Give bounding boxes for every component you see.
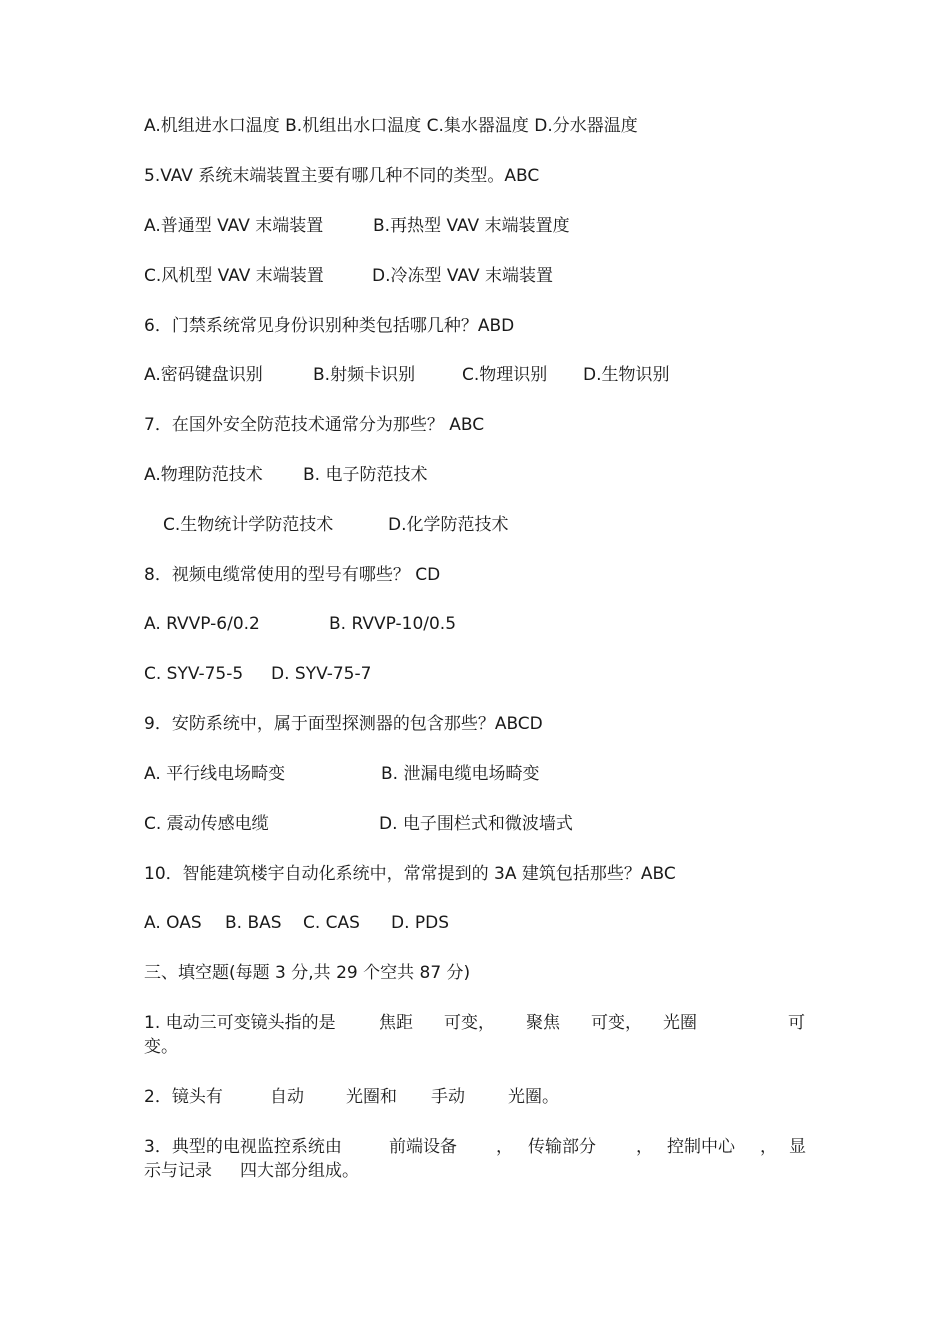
text-segment: 聚焦 bbox=[526, 1013, 560, 1033]
text-segment: 光圈和 bbox=[346, 1087, 397, 1107]
text-segment: C. CAS bbox=[303, 913, 360, 933]
text-segment: 显 bbox=[789, 1137, 806, 1157]
text-segment: 9．安防系统中，属于面型探测器的包含那些？ABCD bbox=[144, 714, 543, 734]
text-segment: C.物理识别 bbox=[462, 365, 548, 385]
text-segment: ， bbox=[496, 1137, 513, 1157]
text-segment: 10．智能建筑楼宇自动化系统中，常常提到的 3A 建筑包括那些？ABC bbox=[144, 864, 676, 884]
text-segment: D. PDS bbox=[391, 913, 450, 933]
text-segment: 光圈 bbox=[663, 1013, 697, 1033]
text-segment: 8．视频电缆常使用的型号有哪些？ CD bbox=[144, 565, 441, 585]
text-segment: B. 电子防范技术 bbox=[303, 465, 428, 485]
text-segment: A.密码键盘识别 bbox=[144, 365, 263, 385]
text-segment: C. 震动传感电缆 bbox=[144, 814, 269, 834]
text-segment: A.物理防范技术 bbox=[144, 465, 263, 485]
text-segment: 3．典型的电视监控系统由 bbox=[144, 1137, 342, 1157]
text-segment: 可变， bbox=[444, 1013, 495, 1033]
text-segment: D. 电子围栏式和微波墙式 bbox=[379, 814, 573, 834]
text-segment: 示与记录 bbox=[144, 1161, 212, 1181]
text-segment: A.机组进水口温度 B.机组出水口温度 C.集水器温度 D.分水器温度 bbox=[144, 116, 638, 136]
text-segment: 2．镜头有 bbox=[144, 1087, 223, 1107]
text-segment: D.化学防范技术 bbox=[388, 515, 509, 535]
text-segment: 变。 bbox=[144, 1037, 178, 1057]
text-segment: 6．门禁系统常见身份识别种类包括哪几种？ABD bbox=[144, 316, 515, 336]
text-segment: B.射频卡识别 bbox=[313, 365, 416, 385]
text-segment: 自动 bbox=[270, 1087, 304, 1107]
text-segment: 光圈。 bbox=[508, 1087, 559, 1107]
text-segment: B. RVVP-10/0.5 bbox=[329, 614, 457, 634]
text-segment: ， bbox=[636, 1137, 653, 1157]
text-segment: 1. 电动三可变镜头指的是 bbox=[144, 1013, 336, 1033]
text-segment: 传输部分 bbox=[528, 1137, 596, 1157]
text-segment: 焦距 bbox=[379, 1013, 413, 1033]
text-segment: A.普通型 VAV 末端装置 bbox=[144, 216, 324, 236]
text-segment: A. RVVP-6/0.2 bbox=[144, 614, 260, 634]
text-segment: 5.VAV 系统末端装置主要有哪几种不同的类型。ABC bbox=[144, 166, 540, 186]
text-segment: 手动 bbox=[431, 1087, 465, 1107]
text-segment: C.生物统计学防范技术 bbox=[163, 515, 334, 535]
text-segment: 三、填空题(每题 3 分,共 29 个空共 87 分) bbox=[144, 963, 471, 983]
text-segment: D.生物识别 bbox=[583, 365, 670, 385]
text-segment: C.风机型 VAV 末端装置 bbox=[144, 266, 324, 286]
text-segment: D.冷冻型 VAV 末端装置 bbox=[372, 266, 554, 286]
text-segment: 控制中心 bbox=[667, 1137, 735, 1157]
text-segment: D. SYV-75-7 bbox=[271, 664, 372, 684]
text-segment: ， bbox=[760, 1137, 777, 1157]
text-segment: B. 泄漏电缆电场畸变 bbox=[381, 764, 540, 784]
text-segment: 前端设备 bbox=[389, 1137, 457, 1157]
text-segment: C. SYV-75-5 bbox=[144, 664, 244, 684]
text-segment: B. BAS bbox=[225, 913, 282, 933]
text-segment: B.再热型 VAV 末端装置度 bbox=[373, 216, 570, 236]
text-segment: 7．在国外安全防范技术通常分为那些？ ABC bbox=[144, 415, 485, 435]
text-segment: 四大部分组成。 bbox=[240, 1161, 359, 1181]
text-segment: 可变， bbox=[591, 1013, 642, 1033]
text-segment: A. OAS bbox=[144, 913, 202, 933]
text-segment: A. 平行线电场畸变 bbox=[144, 764, 286, 784]
text-segment: 可 bbox=[788, 1013, 805, 1033]
